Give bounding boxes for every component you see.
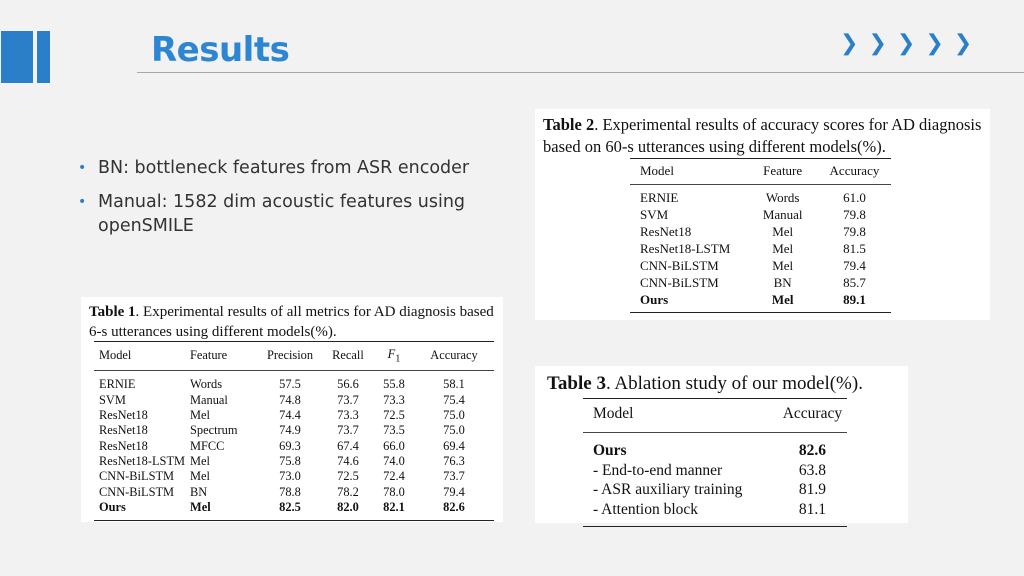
- chevron-decoration: [840, 31, 1005, 56]
- table3-row: [583, 480, 847, 500]
- chevron-right-icon: ❯: [868, 31, 887, 56]
- table3-cell: Ours: [593, 442, 627, 459]
- chevron-right-icon: ❯: [840, 31, 859, 56]
- table2-cell: ResNet18-LSTM: [640, 241, 731, 256]
- table2-cell: 81.5: [843, 241, 866, 256]
- table1-cell: ERNIE: [99, 377, 136, 392]
- table2-cell: Ours: [640, 292, 669, 307]
- table1-cell: 74.9: [279, 423, 301, 438]
- table1-cell: 72.5: [383, 408, 405, 423]
- table1-row: [94, 423, 494, 438]
- table1-cell: 67.4: [337, 438, 359, 453]
- chevron-right-icon: ❯: [953, 31, 973, 56]
- table3-caption: [547, 372, 863, 396]
- table1-cell: ResNet18: [99, 408, 148, 423]
- bullet-item: [78, 156, 498, 180]
- table1-cell: 72.5: [337, 469, 359, 484]
- table1-row: [94, 469, 494, 484]
- table1-cell: 74.0: [383, 453, 405, 468]
- table2-row: [630, 257, 891, 274]
- table3-header: Accuracy: [782, 405, 843, 422]
- table3-cell: 63.8: [798, 461, 826, 479]
- table1-cell: Mel: [190, 469, 210, 484]
- table1-header: Precision: [266, 348, 314, 363]
- table3-caption-text: . Ablation study of our model(%).: [605, 373, 863, 394]
- table2-row: [630, 185, 891, 207]
- table1-cell: 73.5: [383, 423, 405, 438]
- table2-panel: [535, 109, 990, 320]
- table1-cell: SVM: [99, 392, 126, 407]
- table1-cell: 74.8: [279, 392, 301, 407]
- table3: [583, 398, 847, 527]
- table2-cell: Mel: [772, 258, 794, 273]
- table2-header: Accuracy: [829, 163, 880, 178]
- table1-cell: 82.6: [443, 499, 465, 514]
- bullet-dot-icon: •: [78, 160, 87, 176]
- table1-header: Model: [99, 348, 132, 363]
- table1-caption-text: . Experimental results of all metrics for AD diagnosis based 6-s utterances using different models(%).: [89, 304, 494, 340]
- table1-cell: 69.4: [443, 438, 465, 453]
- table3-cell: - End-to-end manner: [593, 461, 723, 479]
- table1-cell: 73.0: [279, 469, 301, 484]
- table2-cell: Manual: [762, 207, 803, 222]
- f1-subscript: 1: [395, 353, 401, 365]
- table1-cell: Mel: [190, 408, 210, 423]
- table1-cell: 75.4: [443, 392, 465, 407]
- table1-cell: 74.4: [279, 408, 301, 423]
- table1-cell: 82.0: [337, 499, 359, 514]
- table1-cell: BN: [190, 484, 208, 499]
- table1-row: [94, 500, 494, 521]
- table3-cell: 81.9: [798, 481, 826, 498]
- table2-cell: Mel: [771, 292, 794, 307]
- table1-header: Feature: [190, 348, 228, 363]
- table2-cell: 61.0: [843, 190, 866, 205]
- table2-cell: BN: [773, 275, 792, 290]
- table1-cell: 73.7: [337, 392, 359, 407]
- table2-caption: [543, 114, 988, 157]
- bullet-dot-icon: •: [78, 194, 87, 210]
- table1-cell: Ours: [99, 499, 126, 514]
- table2-cell: ERNIE: [640, 190, 679, 205]
- table3-row: [583, 461, 847, 481]
- table3-cell: 81.1: [798, 500, 826, 518]
- table1-cell: 75.0: [443, 423, 465, 438]
- table1-cell: 74.6: [337, 453, 359, 468]
- table1-cell: 79.4: [443, 484, 465, 499]
- table2-cell: Mel: [772, 241, 794, 256]
- table1-cell: ResNet18-LSTM: [99, 453, 186, 468]
- table1-cell: CNN-BiLSTM: [99, 469, 175, 484]
- table1-cell: 73.7: [443, 469, 465, 484]
- table3-row: [583, 500, 847, 527]
- slide-title: Results: [151, 30, 290, 70]
- table1-cell: 56.6: [337, 377, 359, 392]
- table2-row: [630, 291, 891, 313]
- table1-cell: 82.1: [383, 499, 405, 514]
- table2-row: [630, 206, 891, 223]
- table1-cell: 75.0: [443, 408, 465, 423]
- table2-cell: CNN-BiLSTM: [640, 258, 719, 273]
- table3-panel: [535, 366, 908, 523]
- table1-row: [94, 439, 494, 454]
- table3-cell: 82.6: [798, 442, 826, 459]
- table1-cell: 55.8: [383, 377, 405, 392]
- table1-cell: 78.2: [337, 484, 359, 499]
- table1-row: [94, 408, 494, 423]
- bullet-text: BN: bottleneck features from ASR encoder: [98, 158, 470, 178]
- table1-caption: [89, 302, 499, 342]
- table2-row: [630, 223, 891, 240]
- table2-caption-text: . Experimental results of accuracy scores for AD diagnosis based on 60-s utterances using different models(%).: [543, 115, 982, 156]
- table2-cell: 89.1: [843, 292, 866, 307]
- table1-cell: 82.5: [279, 499, 301, 514]
- logo-bar-narrow: [37, 31, 50, 83]
- table1-caption-label: Table 1: [89, 304, 136, 320]
- table2-cell: ResNet18: [640, 224, 692, 239]
- bullet-item: [78, 190, 498, 238]
- table1-header: Recall: [332, 348, 364, 363]
- table1-cell: 78.8: [279, 484, 301, 499]
- table3-caption-label: Table 3: [547, 373, 606, 394]
- table1-cell: ResNet18: [99, 423, 148, 438]
- table2-header-row: [630, 159, 891, 185]
- table1-cell: 78.0: [383, 484, 405, 499]
- table1-cell: Words: [190, 377, 223, 392]
- table2: [630, 158, 891, 313]
- table1-cell: 73.3: [337, 408, 359, 423]
- table1-header: Accuracy: [430, 348, 478, 363]
- table1-cell: 57.5: [279, 377, 301, 392]
- table1-header-row: [94, 342, 494, 371]
- table2-cell: 79.8: [843, 224, 866, 239]
- table1-cell: CNN-BiLSTM: [99, 484, 175, 499]
- bullet-list: [78, 156, 498, 248]
- table1-row: [94, 485, 494, 500]
- table2-cell: Mel: [772, 224, 794, 239]
- table2-header: Feature: [763, 163, 803, 178]
- f1-letter: F: [387, 347, 396, 361]
- table2-row: [630, 240, 891, 257]
- table1-cell: Mel: [190, 453, 210, 468]
- table1-row: [94, 393, 494, 408]
- table2-header: Model: [640, 163, 674, 178]
- title-divider: [137, 72, 1024, 73]
- table3-header: Model: [593, 405, 634, 422]
- table1-cell: 72.4: [383, 469, 405, 484]
- table1-cell: Mel: [190, 499, 211, 514]
- table1-cell: 73.3: [383, 392, 405, 407]
- table1-cell: Spectrum: [190, 423, 238, 438]
- table3-cell: - Attention block: [593, 500, 699, 518]
- table1-row: [94, 371, 494, 393]
- table1-cell: ResNet18: [99, 438, 148, 453]
- logo-mark: [0, 31, 52, 83]
- chevron-right-icon: ❯: [896, 31, 916, 56]
- table1-cell: 75.8: [279, 453, 301, 468]
- bullet-text: Manual: 1582 dim acoustic features using openSMILE: [98, 192, 466, 236]
- table1-row: [94, 454, 494, 469]
- table3-header-row: [583, 399, 847, 433]
- table3-cell: - ASR auxiliary training: [593, 481, 743, 498]
- table2-cell: CNN-BiLSTM: [640, 275, 719, 290]
- table3-row: [583, 433, 847, 461]
- chevron-right-icon: ❯: [925, 31, 944, 56]
- table1-cell: MFCC: [190, 438, 225, 453]
- table1-cell: 76.3: [443, 453, 465, 468]
- table2-cell: Words: [765, 190, 800, 205]
- table1-cell: 66.0: [383, 438, 405, 453]
- table1-cell: Manual: [190, 392, 228, 407]
- table1-cell: 73.7: [337, 423, 359, 438]
- logo-bar-wide: [1, 31, 33, 83]
- table1-header-f1: [374, 342, 414, 371]
- table2-caption-label: Table 2: [543, 115, 595, 134]
- table2-cell: SVM: [640, 207, 669, 222]
- table1: [94, 341, 494, 521]
- table2-cell: 79.4: [843, 258, 866, 273]
- table2-cell: 85.7: [843, 275, 866, 290]
- table1-cell: 58.1: [443, 377, 465, 392]
- table2-row: [630, 274, 891, 291]
- table2-cell: 79.8: [843, 207, 866, 222]
- table1-cell: 69.3: [279, 438, 301, 453]
- table1-panel: [81, 297, 503, 522]
